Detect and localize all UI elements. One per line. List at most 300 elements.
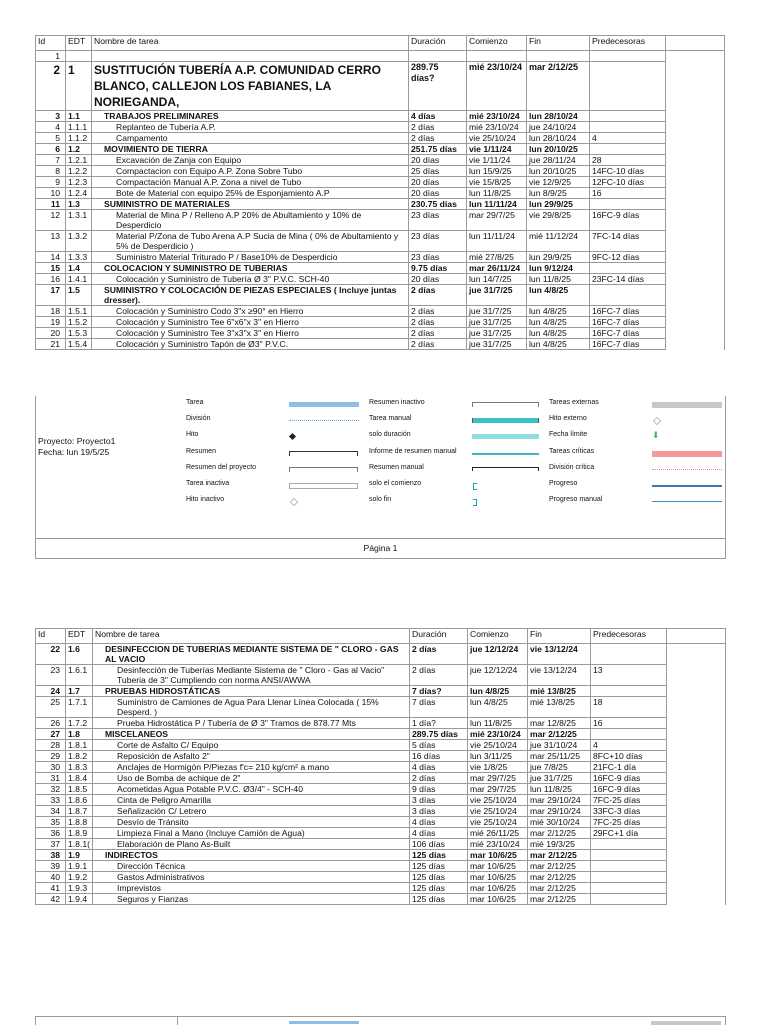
task-start: lun 11/8/25 [467, 188, 527, 199]
task-name: Gastos Administrativos [92, 872, 409, 883]
col-header-predecessors: Predecesoras [590, 629, 666, 644]
task-name: Uso de Bomba de achique de 2" [92, 773, 409, 784]
task-wbs: 1.6 [66, 644, 93, 665]
task-start: lun 3/11/25 [467, 751, 527, 762]
col-header-edt: EDT [66, 629, 93, 644]
task-predecessors [590, 872, 666, 883]
task-id: 14 [36, 252, 66, 263]
manual-summary-swatch [472, 467, 539, 471]
task-wbs: 1.8.6 [66, 795, 93, 806]
task-id: 23 [36, 665, 66, 686]
task-predecessors [590, 686, 666, 697]
task-predecessors: 28 [590, 155, 666, 166]
task-id: 30 [36, 762, 66, 773]
table-row [36, 729, 726, 740]
task-id: 13 [36, 231, 66, 252]
task-start: vie 25/10/24 [467, 806, 527, 817]
task-start: jue 12/12/24 [467, 665, 527, 686]
task-predecessors: 14FC-10 días [590, 166, 666, 177]
task-name: Dirección Técnica [92, 861, 409, 872]
task-duration: 25 días [409, 166, 467, 177]
task-predecessors [590, 263, 666, 274]
task-start: vie 25/10/24 [467, 795, 527, 806]
task-predecessors [590, 285, 666, 306]
task-predecessors: 16FC-7 días [590, 328, 666, 339]
task-predecessors [590, 111, 666, 122]
blank-cell [666, 317, 725, 328]
blank-cell [666, 861, 725, 872]
task-wbs: 1.2.2 [66, 166, 92, 177]
blank-cell [666, 872, 725, 883]
task-duration: 251.75 días [409, 144, 467, 155]
blank-cell [666, 328, 725, 339]
task-wbs: 1.8 [66, 729, 93, 740]
task-id: 4 [36, 122, 66, 133]
task-finish: lun 4/8/25 [527, 317, 590, 328]
task-wbs: 1.1 [66, 111, 92, 122]
task-start: lun 15/9/25 [467, 166, 527, 177]
duration-only-swatch [472, 434, 539, 439]
task-wbs: 1.4.1 [66, 274, 92, 285]
task-duration: 4 días [409, 111, 467, 122]
task-duration: 23 días [409, 231, 467, 252]
task-id: 17 [36, 285, 66, 306]
task-finish: jue 31/7/25 [527, 773, 590, 784]
project-name: Proyecto: Proyecto1 [38, 436, 116, 446]
blank-cell [666, 166, 725, 177]
task-finish: lun 4/8/25 [527, 328, 590, 339]
task-name: Compactación Manual A.P. Zona a nivel de Tubo [92, 177, 409, 188]
task-wbs: 1.8.4 [66, 773, 93, 784]
task-id: 32 [36, 784, 66, 795]
task-predecessors: 16FC-9 días [590, 773, 666, 784]
legend-label: Tarea [186, 399, 204, 406]
deadline-arrow-icon: ⬇ [652, 430, 660, 441]
task-id: 35 [36, 817, 66, 828]
external-task-swatch [651, 1021, 721, 1025]
task-id: 24 [36, 686, 66, 697]
task-finish: mar 2/12/25 [527, 62, 590, 111]
legend-column-2 [369, 398, 549, 511]
inactive-task-swatch [289, 483, 358, 489]
task-id: 18 [36, 306, 66, 317]
task-wbs: 1.3 [66, 199, 92, 210]
table-header [36, 629, 726, 644]
task-finish: mar 2/12/25 [527, 850, 590, 861]
blank-cell [666, 252, 725, 263]
task-start: jue 31/7/25 [467, 285, 527, 306]
task-wbs: 1.1.2 [66, 133, 92, 144]
task-duration: 3 días [409, 806, 467, 817]
blank-cell [666, 177, 725, 188]
task-id: 27 [36, 729, 66, 740]
task-wbs: 1.8.2 [66, 751, 93, 762]
col-header-blank [666, 629, 725, 644]
task-duration: 5 días [409, 740, 467, 751]
task-start: vie 1/11/24 [467, 155, 527, 166]
task-duration: 2 días [409, 339, 467, 350]
task-id: 38 [36, 850, 66, 861]
task-finish: mar 2/12/25 [527, 883, 590, 894]
task-wbs: 1.8.7 [66, 806, 93, 817]
task-finish: mié 13/8/25 [527, 697, 590, 718]
task-wbs: 1.8.3 [66, 762, 93, 773]
external-task-swatch [652, 402, 722, 408]
table-row [36, 839, 726, 850]
legend-label: Tarea inactiva [186, 479, 230, 487]
task-name: Limpieza Final a Mano (Incluye Camión de Agua) [92, 828, 409, 839]
table-row [36, 62, 725, 111]
col-header-duration: Duración [409, 36, 467, 51]
table-row [36, 850, 726, 861]
task-wbs: 1.1.1 [66, 122, 92, 133]
task-name: Replanteo de Tubería A.P. [92, 122, 409, 133]
task-duration: 23 días [409, 252, 467, 263]
task-predecessors: 18 [590, 697, 666, 718]
table-row [36, 111, 725, 122]
task-wbs: 1.9.3 [66, 883, 93, 894]
task-finish: mar 29/10/24 [527, 795, 590, 806]
task-name: TRABAJOS PRELIMINARES [92, 111, 409, 122]
task-wbs: 1.8.1( [66, 839, 93, 850]
table-row [36, 686, 726, 697]
task-start: mar 10/6/25 [467, 872, 527, 883]
task-start: jue 12/12/24 [467, 644, 527, 665]
task-predecessors [590, 62, 666, 111]
task-id: 19 [36, 317, 66, 328]
task-predecessors [590, 839, 666, 850]
task-wbs: 1.9.2 [66, 872, 93, 883]
legend-label: Resumen manual [369, 463, 424, 471]
progress-swatch [652, 485, 722, 487]
col-header-name: Nombre de tarea [92, 629, 409, 644]
task-start: vie 25/10/24 [467, 740, 527, 751]
legend-label: Tareas críticas [549, 447, 595, 455]
task-id: 40 [36, 872, 66, 883]
task-start: vie 15/8/25 [467, 177, 527, 188]
col-header-finish: Fin [527, 36, 590, 51]
finish-only-icon [473, 499, 477, 506]
col-header-id: Id [36, 629, 66, 644]
col-header-name: Nombre de tarea [92, 36, 409, 51]
task-id: 39 [36, 861, 66, 872]
task-name: Cinta de Peligro Amarilla [92, 795, 409, 806]
task-finish [527, 51, 590, 62]
task-id: 3 [36, 111, 66, 122]
task-predecessors: 8FC+10 días [590, 751, 666, 762]
task-duration: 20 días [409, 177, 467, 188]
blank-cell [666, 62, 725, 111]
col-header-finish: Fin [527, 629, 590, 644]
task-id: 6 [36, 144, 66, 155]
legend-column-3 [549, 398, 724, 511]
task-start: mié 23/10/24 [467, 62, 527, 111]
manual-summary-rollup-swatch [472, 453, 539, 455]
blank-cell [666, 155, 725, 166]
task-predecessors: 33FC-3 días [590, 806, 666, 817]
legend-label: Resumen inactivo [369, 399, 425, 406]
task-name: Bote de Material con equipo 25% de Esponjamiento A.P [92, 188, 409, 199]
start-only-icon [473, 483, 477, 490]
blank-cell [666, 339, 725, 350]
task-duration: 2 días [409, 644, 467, 665]
legend-label: Hito externo [549, 415, 587, 423]
task-finish: mié 13/8/25 [527, 686, 590, 697]
task-predecessors [590, 144, 666, 155]
task-predecessors: 16FC-9 días [590, 784, 666, 795]
task-predecessors [590, 729, 666, 740]
task-wbs: 1.2.4 [66, 188, 92, 199]
task-name: MISCELANEOS [92, 729, 409, 740]
blank-cell [666, 122, 725, 133]
task-predecessors [590, 644, 666, 665]
task-predecessors [590, 861, 666, 872]
task-duration: 2 días [409, 665, 467, 686]
task-duration: 20 días [409, 188, 467, 199]
task-duration: 125 días [409, 883, 467, 894]
task-duration: 2 días [409, 285, 467, 306]
task-finish: mar 12/8/25 [527, 718, 590, 729]
task-finish: lun 29/9/25 [527, 199, 590, 210]
task-name: Colocación y Suministro Codo 3"x ≥90° en Hierro [92, 306, 409, 317]
external-milestone-icon [653, 417, 661, 425]
task-id: 41 [36, 883, 66, 894]
blank-cell [666, 274, 725, 285]
task-duration: 106 días [409, 839, 467, 850]
blank-cell [666, 285, 725, 306]
task-wbs: 1.3.2 [66, 231, 92, 252]
table-row [36, 199, 725, 210]
blank-cell [666, 306, 725, 317]
project-info [38, 436, 115, 458]
legend-label: Resumen [186, 447, 216, 455]
table-row [36, 665, 726, 686]
task-start: mar 26/11/24 [467, 263, 527, 274]
page-footer: Página 1 [35, 538, 726, 559]
task-wbs: 1.5.4 [66, 339, 92, 350]
table-row [36, 773, 726, 784]
task-id: 7 [36, 155, 66, 166]
blank-cell [666, 111, 725, 122]
task-duration: 9.75 días [409, 263, 467, 274]
task-finish: lun 4/8/25 [527, 339, 590, 350]
task-predecessors: 7FC-25 días [590, 795, 666, 806]
blank-cell [666, 817, 725, 828]
task-start: jue 31/7/25 [467, 317, 527, 328]
task-duration: 4 días [409, 828, 467, 839]
task-name: Campamento [92, 133, 409, 144]
task-finish: mar 2/12/25 [527, 828, 590, 839]
task-finish: mar 29/10/24 [527, 806, 590, 817]
task-duration: 230.75 días [409, 199, 467, 210]
col-header-predecessors: Predecesoras [590, 36, 666, 51]
legend-label: Progreso [549, 479, 578, 487]
task-name: SUSTITUCIÓN TUBERÍA A.P. COMUNIDAD CERRO BLANCO, CALLEJON LOS FABIANES, LA NORIEGANDA, [92, 62, 409, 111]
task-predecessors: 7FC-25 días [590, 817, 666, 828]
table-row [36, 697, 726, 718]
manual-progress-swatch [652, 501, 722, 502]
task-id: 36 [36, 828, 66, 839]
task-start: mié 26/11/25 [467, 828, 527, 839]
project-date: Fecha: lun 19/5/25 [38, 447, 110, 457]
task-wbs: 1.3.3 [66, 252, 92, 263]
legend-label: Resumen del proyecto [186, 463, 257, 471]
table-row [36, 339, 725, 350]
project-summary-swatch [289, 467, 358, 472]
task-id: 1 [36, 51, 66, 62]
legend-label: Progreso manual [549, 496, 603, 504]
legend-box [35, 396, 726, 539]
task-duration: 125 días [409, 872, 467, 883]
table-row [36, 740, 726, 751]
blank-cell [666, 263, 725, 274]
task-finish: vie 13/12/24 [527, 644, 590, 665]
task-duration: 289.75 días? [409, 62, 467, 111]
task-predecessors [590, 51, 666, 62]
blank-cell [666, 144, 725, 155]
col-header-start: Comienzo [467, 36, 527, 51]
task-finish: jue 7/8/25 [527, 762, 590, 773]
task-id: 12 [36, 210, 66, 231]
legend-label: Hito [186, 431, 199, 439]
task-name: Material de Mina P / Relleno A.P 20% de Abultamiento y 10% de Desperdicio [92, 210, 409, 231]
task-start: mar 10/6/25 [467, 894, 527, 905]
task-duration: 9 días [409, 784, 467, 795]
task-name: PRUEBAS HIDROSTÁTICAS [92, 686, 409, 697]
task-predecessors: 29FC+1 día [590, 828, 666, 839]
task-predecessors: 12FC-10 días [590, 177, 666, 188]
task-name: Desinfección de Tuberías Mediante Sistema de " Cloro - Gas al Vacio" Tuberia de 3" Cumpliendo con norma ANSI/AWWA [92, 665, 409, 686]
table-row [36, 644, 726, 665]
task-id: 31 [36, 773, 66, 784]
task-predecessors [590, 850, 666, 861]
table-row [36, 317, 725, 328]
col-header-edt: EDT [66, 36, 92, 51]
task-id: 11 [36, 199, 66, 210]
task-duration: 3 días [409, 795, 467, 806]
task-start: mié 23/10/24 [467, 122, 527, 133]
task-wbs: 1.8.5 [66, 784, 93, 795]
task-name: Suministro Material Triturado P / Base10% de Desperdicio [92, 252, 409, 263]
task-wbs: 1.7 [66, 686, 93, 697]
legend-label: Hito inactivo [186, 496, 225, 504]
task-finish: vie 12/9/25 [527, 177, 590, 188]
table-row [36, 166, 725, 177]
blank-cell [666, 751, 725, 762]
legend-label: solo duración [369, 431, 411, 439]
task-finish: lun 11/8/25 [527, 274, 590, 285]
task-start: jue 31/7/25 [467, 328, 527, 339]
task-start: mar 29/7/25 [467, 210, 527, 231]
table-row [36, 144, 725, 155]
task-finish: mié 19/3/25 [527, 839, 590, 850]
inactive-milestone-icon [290, 498, 298, 506]
blank-cell [666, 740, 725, 751]
task-name: Compactacion con Equipo A.P. Zona Sobre Tubo [92, 166, 409, 177]
blank-cell [666, 199, 725, 210]
inactive-summary-swatch [472, 402, 539, 407]
table-row [36, 263, 725, 274]
task-finish: mar 25/11/25 [527, 751, 590, 762]
blank-cell [666, 665, 725, 686]
task-name: Imprevistos [92, 883, 409, 894]
task-start: vie 25/10/24 [467, 133, 527, 144]
legend-label: solo el comienzo [369, 479, 422, 487]
task-name: Colocación y Suministro Tee 6"x6"x 3" en Hierro [92, 317, 409, 328]
task-duration: 23 días [409, 210, 467, 231]
table-row [36, 51, 725, 62]
task-duration: 2 días [409, 773, 467, 784]
task-table-page-2 [35, 628, 726, 905]
blank-cell [666, 188, 725, 199]
task-id: 16 [36, 274, 66, 285]
task-wbs: 1.5.3 [66, 328, 92, 339]
task-finish: lun 8/9/25 [527, 188, 590, 199]
table-row [36, 762, 726, 773]
legend-label: Fecha límite [549, 431, 588, 439]
task-predecessors: 23FC-14 días [590, 274, 666, 285]
task-finish: mar 2/12/25 [527, 894, 590, 905]
task-duration: 4 días [409, 762, 467, 773]
task-start: mar 10/6/25 [467, 850, 527, 861]
task-wbs: 1.8.8 [66, 817, 93, 828]
task-name: Prueba Hidrostática P / Tubería de Ø 3" Tramos de 878.77 Mts [92, 718, 409, 729]
task-name: Reposición de Asfalto 2" [92, 751, 409, 762]
task-finish: lun 28/10/24 [527, 133, 590, 144]
task-predecessors: 16 [590, 718, 666, 729]
task-finish: vie 13/12/24 [527, 665, 590, 686]
task-wbs: 1.8.9 [66, 828, 93, 839]
task-start: jue 31/7/25 [467, 306, 527, 317]
task-name: Suministro de Camiones de Agua Para Llenar Línea Colocada ( 15% Desperd. ) [92, 697, 409, 718]
task-start: vie 25/10/24 [467, 817, 527, 828]
task-finish: vie 29/8/25 [527, 210, 590, 231]
task-id: 9 [36, 177, 66, 188]
blank-cell [666, 729, 725, 740]
task-finish: jue 28/11/24 [527, 155, 590, 166]
blank-cell [666, 686, 725, 697]
task-wbs: 1.9.1 [66, 861, 93, 872]
table-row [36, 155, 725, 166]
task-predecessors [590, 122, 666, 133]
blank-cell [666, 210, 725, 231]
table-row [36, 817, 726, 828]
task-start: vie 1/11/24 [467, 144, 527, 155]
task-start: mar 29/7/25 [467, 773, 527, 784]
task-name: COLOCACION Y SUMINISTRO DE TUBERIAS [92, 263, 409, 274]
task-wbs: 1.9.4 [66, 894, 93, 905]
task-duration: 125 días [409, 850, 467, 861]
task-start: lun 14/7/25 [467, 274, 527, 285]
task-predecessors: 9FC-12 días [590, 252, 666, 263]
table-row [36, 306, 725, 317]
manual-task-swatch [472, 418, 539, 423]
task-id: 37 [36, 839, 66, 850]
task-name: Corte de Asfalto C/ Equipo [92, 740, 409, 751]
task-bar-swatch [289, 402, 359, 407]
task-id: 26 [36, 718, 66, 729]
blank-cell [666, 773, 725, 784]
table-row [36, 872, 726, 883]
split-swatch [289, 420, 359, 421]
task-predecessors [590, 894, 666, 905]
task-wbs: 1.2.3 [66, 177, 92, 188]
task-predecessors: 4 [590, 740, 666, 751]
task-name: Anclajes de Hormigón P/Piezas f'c= 210 kg/cm² a mano [92, 762, 409, 773]
legend-label: División crítica [549, 463, 595, 471]
table-row [36, 328, 725, 339]
summary-bracket-swatch [289, 451, 358, 456]
